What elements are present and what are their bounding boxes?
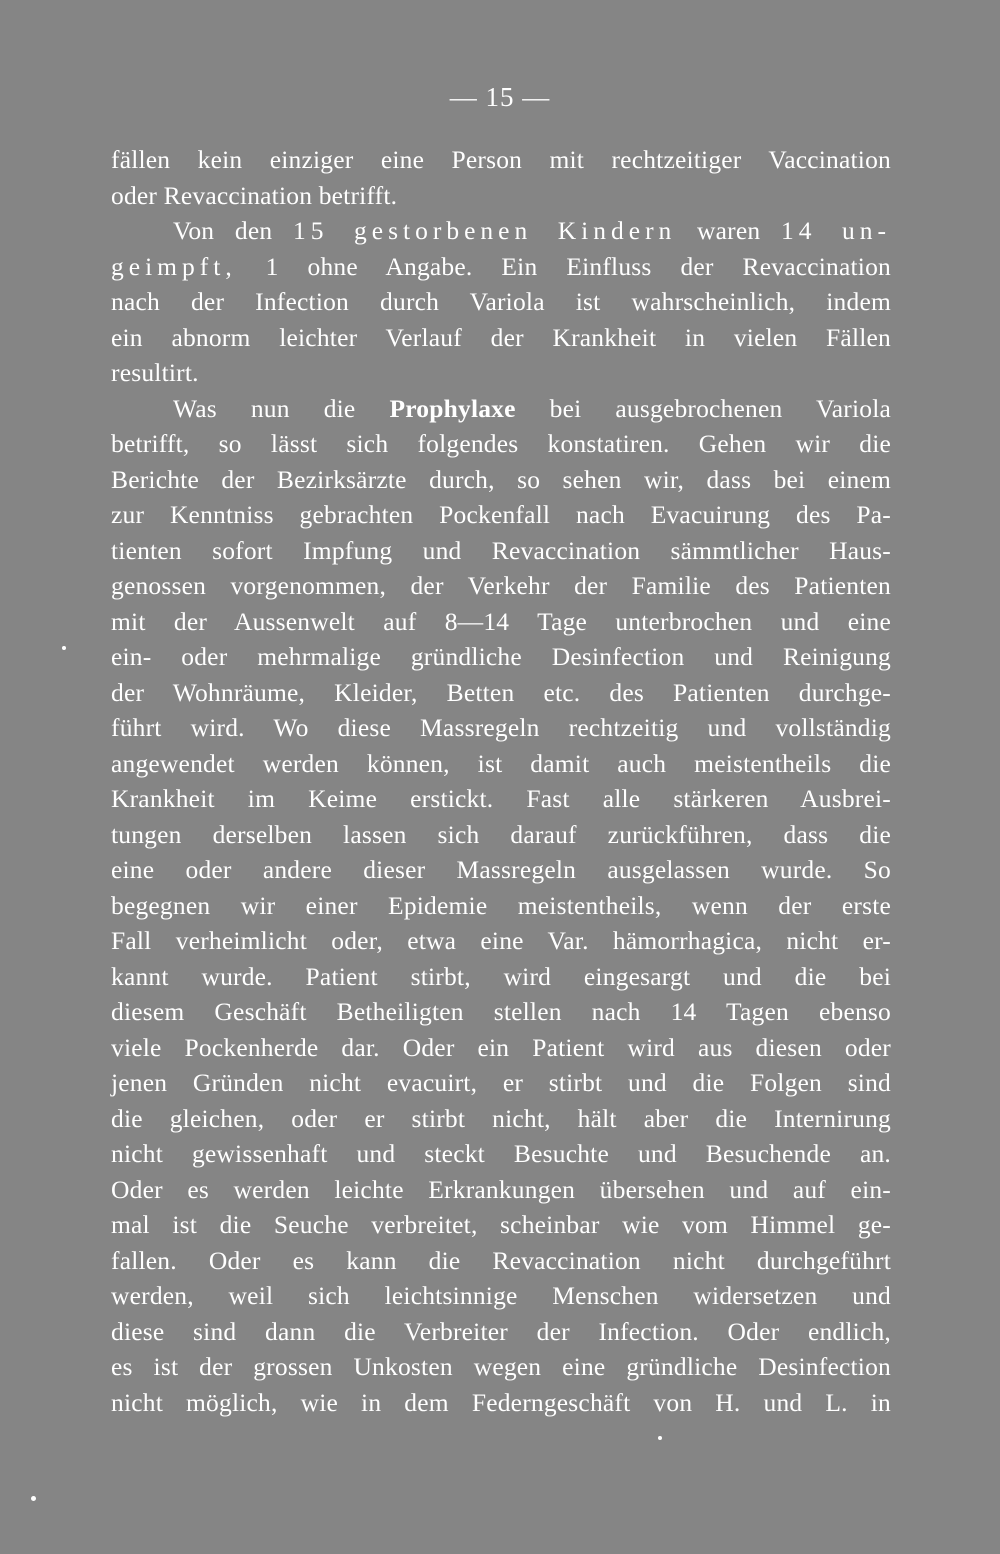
text-line: diese sind dann die Verbreiter der Infection. Oder endlich, <box>111 1316 891 1346</box>
text-line: kannt wurde. Patient stirbt, wird eingesargt und die bei <box>111 961 891 991</box>
text-line: oder Revaccination betrifft. <box>111 180 398 210</box>
text-line: jenen Gründen nicht evacuirt, er stirbt und die Folgen sind <box>111 1068 891 1097</box>
text-line: eine oder andere dieser Massregeln ausgelassen wurde. So <box>111 855 891 884</box>
text-line: nicht gewissenhaft und steckt Besuchte und Besuchende an. <box>111 1139 891 1168</box>
text-line <box>111 391 891 427</box>
text-line: fallen. Oder es kann die Revaccination nicht durchgeführt <box>111 1245 891 1275</box>
text-line: mal ist die Seuche verbreitet, scheinbar wie vom Himmel ge- <box>111 1210 891 1239</box>
scan-speck <box>31 1496 36 1501</box>
text-line: Oder es werden leichte Erkrankungen übersehen und auf ein- <box>111 1174 891 1204</box>
text-run: Von den <box>173 216 294 245</box>
text-line: diesem Geschäft Betheiligten stellen nach 14 Tagen ebenso <box>111 997 891 1026</box>
text-line: resultirt. <box>111 358 199 387</box>
text-run: Was nun die <box>173 393 390 423</box>
text-line: tienten sofort Impfung und Revaccination sämmtlicher Haus- <box>111 535 891 565</box>
text-line <box>111 249 891 285</box>
text-line <box>111 213 891 249</box>
letterspaced-emphasis: 15 gestorbenen Kindern <box>293 216 677 245</box>
text-line: Berichte der Bezirksärzte durch, so sehen wir, dass bei einem <box>111 464 891 494</box>
text-line: Fall verheimlicht oder, etwa eine Var. hämorrhagica, nicht er- <box>111 926 891 955</box>
text-run: 1 ohne Angabe. Ein Einfluss der Revaccination <box>236 251 891 281</box>
letterspaced-emphasis: 14 un- <box>781 216 892 245</box>
page-number: — 15 — <box>449 82 551 112</box>
text-line: nicht möglich, wie in dem Federngeschäft von H. und L. in <box>111 1387 891 1417</box>
text-run: bei ausgebrochenen Variola <box>515 393 892 423</box>
text-line: angewendet werden können, ist damit auch meistentheils die <box>111 748 891 778</box>
text-line: genossen vorgenommen, der Verkehr der Familie des Patienten <box>111 571 891 600</box>
text-line: mit der Aussenwelt auf 8—14 Tage unterbrochen und eine <box>111 606 891 636</box>
text-line: tungen derselben lassen sich darauf zurückführen, dass die <box>111 819 891 849</box>
text-line: nach der Infection durch Variola ist wahrscheinlich, indem <box>111 287 891 316</box>
scan-speck <box>658 1436 662 1440</box>
text-line: es ist der grossen Unkosten wegen eine gründliche Desinfection <box>111 1352 891 1381</box>
text-line: begegnen wir einer Epidemie meistentheils, wenn der erste <box>111 890 891 920</box>
text-line: ein- oder mehrmalige gründliche Desinfection und Reinigung <box>111 642 891 671</box>
text-line: führt wird. Wo diese Massregeln rechtzeitig und vollständig <box>111 713 891 742</box>
text-line: die gleichen, oder er stirbt nicht, hält aber die Internirung <box>111 1103 891 1133</box>
text-line: ein abnorm leichter Verlauf der Krankheit in vielen Fällen <box>111 322 891 352</box>
text-run: waren <box>676 216 782 245</box>
text-line: Krankheit im Keime erstickt. Fast alle stärkeren Ausbrei- <box>111 784 891 813</box>
letterspaced-emphasis: geimpft, <box>111 251 237 281</box>
body-text <box>111 142 891 1420</box>
bold-term: Prophylaxe <box>389 393 516 423</box>
text-line: der Wohnräume, Kleider, Betten etc. des Patienten durchge- <box>111 677 891 707</box>
text-line: betrifft, so lässt sich folgendes konstatiren. Gehen wir die <box>111 429 891 458</box>
text-line: viele Pockenherde dar. Oder ein Patient wird aus diesen oder <box>111 1032 891 1062</box>
text-line: zur Kenntniss gebrachten Pockenfall nach Evacuirung des Pa- <box>111 500 891 529</box>
text-line: fällen kein einziger eine Person mit rechtzeitiger Vaccination <box>111 145 891 174</box>
scan-speck <box>62 646 66 650</box>
text-line: werden, weil sich leichtsinnige Menschen widersetzen und <box>111 1281 891 1310</box>
